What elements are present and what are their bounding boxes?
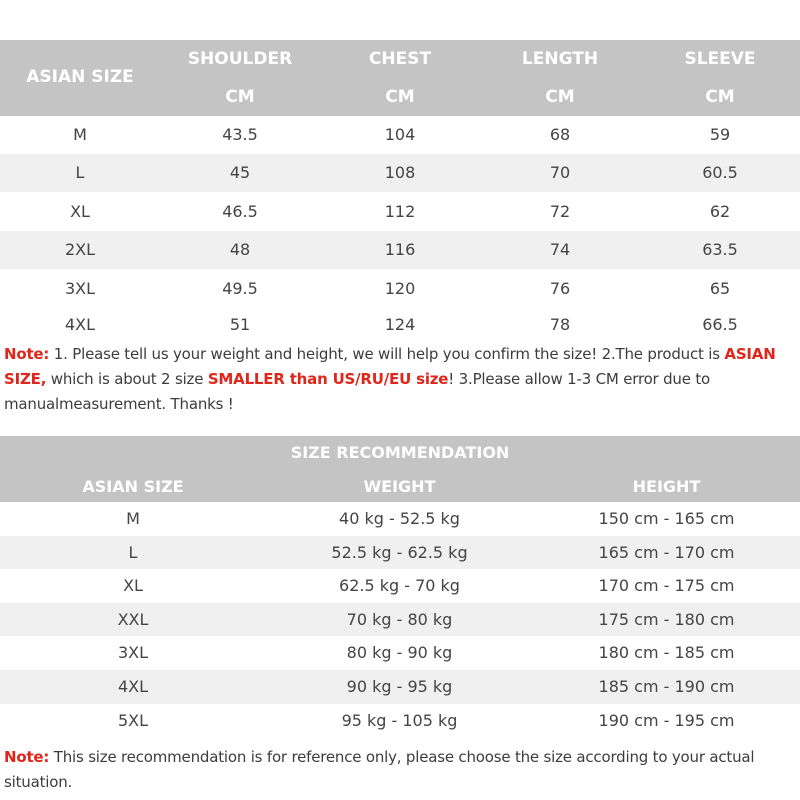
chest-cell: 124	[384, 315, 416, 334]
weight-cell: 95 kg - 105 kg	[341, 710, 458, 730]
height-cell: 190 cm - 195 cm	[598, 710, 735, 730]
height-cell: 175 cm - 180 cm	[598, 609, 735, 629]
height-cell: 180 cm - 185 cm	[598, 643, 735, 663]
chest-cell: 112	[384, 202, 416, 221]
size-cell: XL	[123, 576, 143, 596]
sleeve-cell: 62	[709, 202, 731, 221]
header-unit: CM	[545, 87, 575, 107]
weight-cell: 70 kg - 80 kg	[346, 609, 453, 629]
chest-cell: 108	[384, 163, 416, 182]
table-row	[0, 502, 800, 536]
weight-cell: 90 kg - 95 kg	[346, 676, 453, 696]
chest-cell: 104	[384, 125, 416, 144]
table-row	[0, 603, 800, 637]
size-cell: 4XL	[117, 676, 149, 696]
note-text: which is about 2 size	[46, 370, 208, 388]
table-row	[0, 154, 800, 192]
table-row	[0, 116, 800, 154]
size-cell: M	[73, 125, 87, 144]
size-cell: 3XL	[64, 279, 96, 298]
chest-cell: 120	[384, 279, 416, 298]
shoulder-cell: 46.5	[222, 202, 258, 221]
table-row	[0, 636, 800, 670]
length-cell: 76	[549, 279, 571, 298]
header-length: LENGTH	[521, 49, 599, 69]
size-cell: 2XL	[64, 240, 96, 259]
table-row	[0, 670, 800, 704]
note-label: Note:	[4, 345, 50, 363]
length-cell: 74	[549, 240, 571, 259]
table-row	[0, 269, 800, 308]
header-unit: CM	[225, 87, 255, 107]
table-row	[0, 536, 800, 570]
size-cell: 4XL	[64, 315, 96, 334]
height-cell: 165 cm - 170 cm	[598, 542, 735, 562]
sleeve-cell: 63.5	[702, 240, 738, 259]
header-unit: CM	[385, 87, 415, 107]
table-row	[0, 192, 800, 231]
size-cell: 3XL	[117, 643, 149, 663]
size-cell: XXL	[117, 609, 149, 629]
shoulder-cell: 51	[229, 315, 251, 334]
size-cell: XL	[70, 202, 90, 221]
size-recommendation-table	[0, 436, 800, 737]
header-unit: CM	[705, 87, 735, 107]
sleeve-cell: 59	[709, 125, 731, 144]
shoulder-cell: 49.5	[222, 279, 258, 298]
recommendation-title: SIZE RECOMMENDATION	[290, 443, 510, 462]
table-row	[0, 231, 800, 269]
size-chart-table	[0, 40, 800, 342]
height-cell: 170 cm - 175 cm	[598, 576, 735, 596]
height-cell: 185 cm - 190 cm	[598, 676, 735, 696]
table-row	[0, 569, 800, 603]
size-cell: 5XL	[117, 710, 149, 730]
header-height: HEIGHT	[632, 477, 701, 496]
header-chest: CHEST	[368, 49, 432, 69]
weight-cell: 52.5 kg - 62.5 kg	[331, 542, 468, 562]
header-shoulder: SHOULDER	[187, 49, 293, 69]
length-cell: 78	[549, 315, 571, 334]
sleeve-cell: 60.5	[702, 163, 738, 182]
weight-cell: 40 kg - 52.5 kg	[339, 509, 460, 528]
header-weight: WEIGHT	[363, 477, 436, 496]
table-row	[0, 704, 800, 738]
table-row	[0, 308, 800, 342]
length-cell: 72	[549, 202, 571, 221]
recommendation-header	[0, 436, 800, 502]
chest-cell: 116	[384, 240, 416, 259]
note-text: ! 3.Please allow 1-3 CM error due to manualmeasurement. Thanks !	[4, 370, 710, 413]
note-label: Note:	[4, 748, 50, 766]
size-cell: L	[75, 163, 85, 182]
smaller-highlight: SMALLER than US/RU/EU size	[207, 370, 449, 388]
weight-cell: 62.5 kg - 70 kg	[339, 576, 460, 596]
size-chart-header	[0, 40, 800, 116]
shoulder-cell: 48	[229, 240, 251, 259]
header-asian-size: ASIAN SIZE	[26, 67, 134, 87]
size-note	[4, 342, 798, 417]
note-text: 1. Please tell us your weight and height, we will help you confirm the size! 2.The product is	[49, 345, 725, 363]
header-sleeve: SLEEVE	[684, 49, 756, 69]
size-cell: M	[126, 509, 140, 528]
recommendation-note	[4, 745, 798, 795]
length-cell: 70	[549, 163, 571, 182]
height-cell: 150 cm - 165 cm	[598, 509, 735, 528]
sleeve-cell: 66.5	[702, 315, 738, 334]
shoulder-cell: 45	[229, 163, 251, 182]
asian-size-highlight: ASIAN SIZE,	[4, 345, 776, 388]
length-cell: 68	[549, 125, 571, 144]
note-text: This size recommendation is for reference only, please choose the size according to your actual situation.	[4, 748, 755, 791]
shoulder-cell: 43.5	[222, 125, 258, 144]
size-cell: L	[128, 542, 138, 562]
sleeve-cell: 65	[709, 279, 731, 298]
header-asian-size: ASIAN SIZE	[82, 477, 184, 496]
weight-cell: 80 kg - 90 kg	[346, 643, 453, 663]
